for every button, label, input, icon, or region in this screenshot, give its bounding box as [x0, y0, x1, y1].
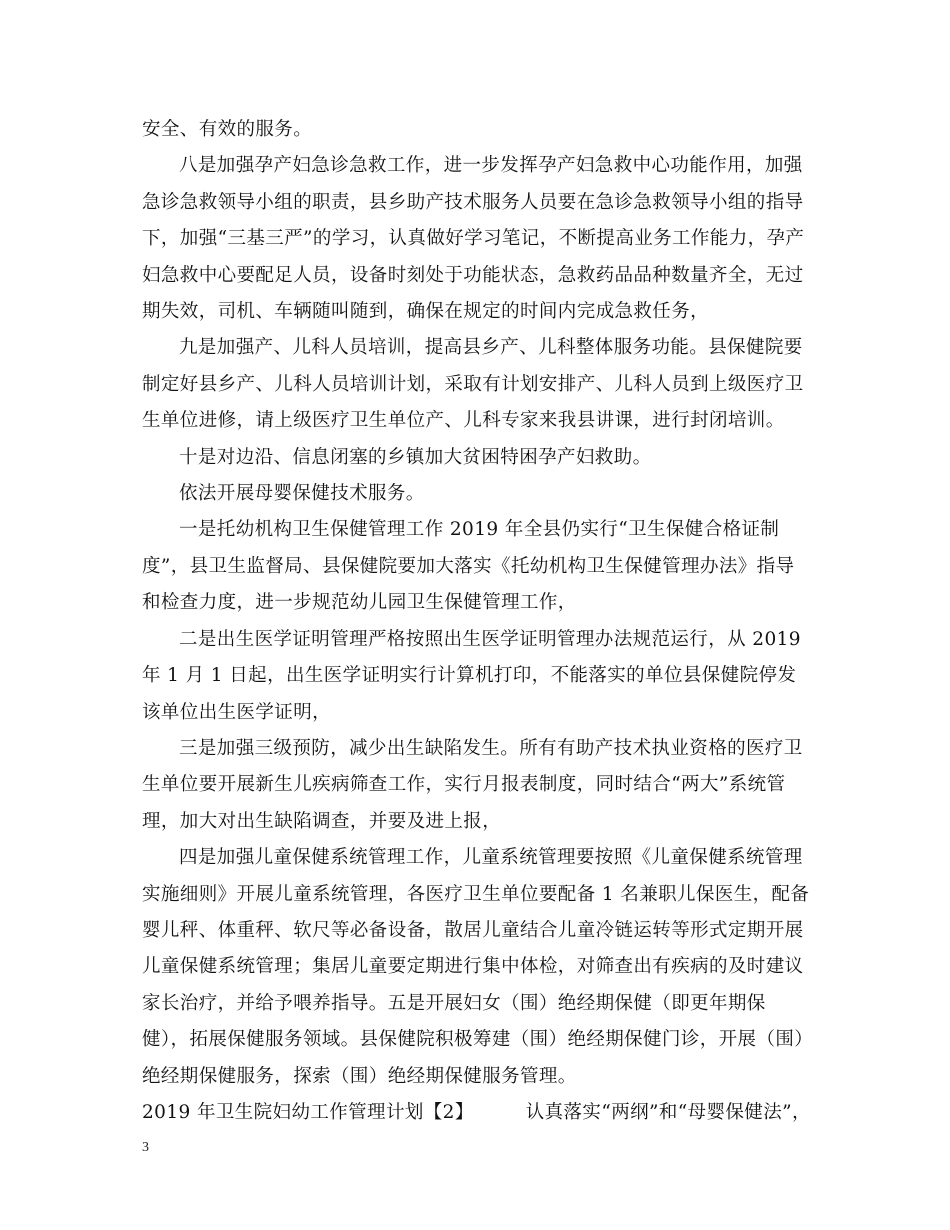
section-continuation: 认真落实“两纲”和“母婴保健法”， — [525, 1101, 811, 1123]
paragraph-8: 三是加强三级预防，减少出生缺陷发生。所有有助产技术执业资格的医疗卫生单位要开展新生儿疾病筛查工作，实行月报表制度，同时结合“两大”系统管理，加大对出生缺陷调查，并要及进上报， — [142, 737, 803, 832]
paragraph-7: 二是出生医学证明管理严格按照出生医学证明管理办法规范运行，从 2019 年 1 月 1 日起，出生医学证明实行计算机打印，不能落实的单位县保健院停发该单位出生医学证明， — [142, 628, 801, 723]
paragraph-3: 九是加强产、儿科人员培训，提高县乡产、儿科整体服务功能。县保健院要制定好县乡产、儿科人员培训计划，采取有计划安排产、儿科人员到上级医疗卫生单位进修，请上级医疗卫生单位产、儿科专家来我县讲课，进行封闭培训。 — [142, 337, 804, 432]
page-number: 3 — [142, 1140, 149, 1155]
paragraph-1: 安全、有效的服务。 — [142, 119, 313, 140]
paragraph-9: 四是加强儿童保健系统管理工作，儿童系统管理要按照《儿童保健系统管理实施细则》开展儿童系统管理，各医疗卫生单位要配备 1 名兼职儿保医生，配备婴儿秤、体重秤、软尺等必备设备，散居儿童结合儿童冷链运转等形式定期开展儿童保健系统管理；集居儿童要定期进行集中体检，对筛查出有疾病的及时建议家长治疗，并给予喂养指导。五是开展妇女（围）绝经期保健（即更年期保健），拓展保健服务领域。县保健院积极筹建（围）绝经期保健门诊，开展（围）绝经期保健服务，探索（围）绝经期保健服务管理。 — [142, 847, 810, 1087]
paragraph-5: 依法开展母婴保健技术服务。 — [179, 483, 425, 505]
paragraph-2: 八是加强孕产妇急诊急救工作，进一步发挥孕产妇急救中心功能作用，加强急诊急救领导小组的职责，县乡助产技术服务人员要在急诊急救领导小组的指导下，加强“三基三严”的学习，认真做好学习笔记，不断提高业务工作能力，孕产妇急救中心要配足人员，设备时刻处于功能状态，急救药品品种数量齐全，无过期失效，司机、车辆随叫随到，确保在规定的时间内完成急救任务， — [142, 155, 805, 323]
paragraph-4: 十是对边沿、信息闭塞的乡镇加大贫困特困孕产妇救助。 — [179, 446, 652, 468]
section-heading: 2019 年卫生院妇幼工作管理计划【2】 — [142, 1101, 474, 1123]
paragraph-6: 一是托幼机构卫生保健管理工作 2019 年全县仍实行“卫生保健合格证制度”，县卫生监督局、县保健院要加大落实《托幼机构卫生保健管理办法》指导和检查力度，进一步规范幼儿园卫生保健管理工作， — [142, 519, 795, 614]
final-line — [142, 1095, 812, 1131]
document-body — [142, 112, 812, 1131]
